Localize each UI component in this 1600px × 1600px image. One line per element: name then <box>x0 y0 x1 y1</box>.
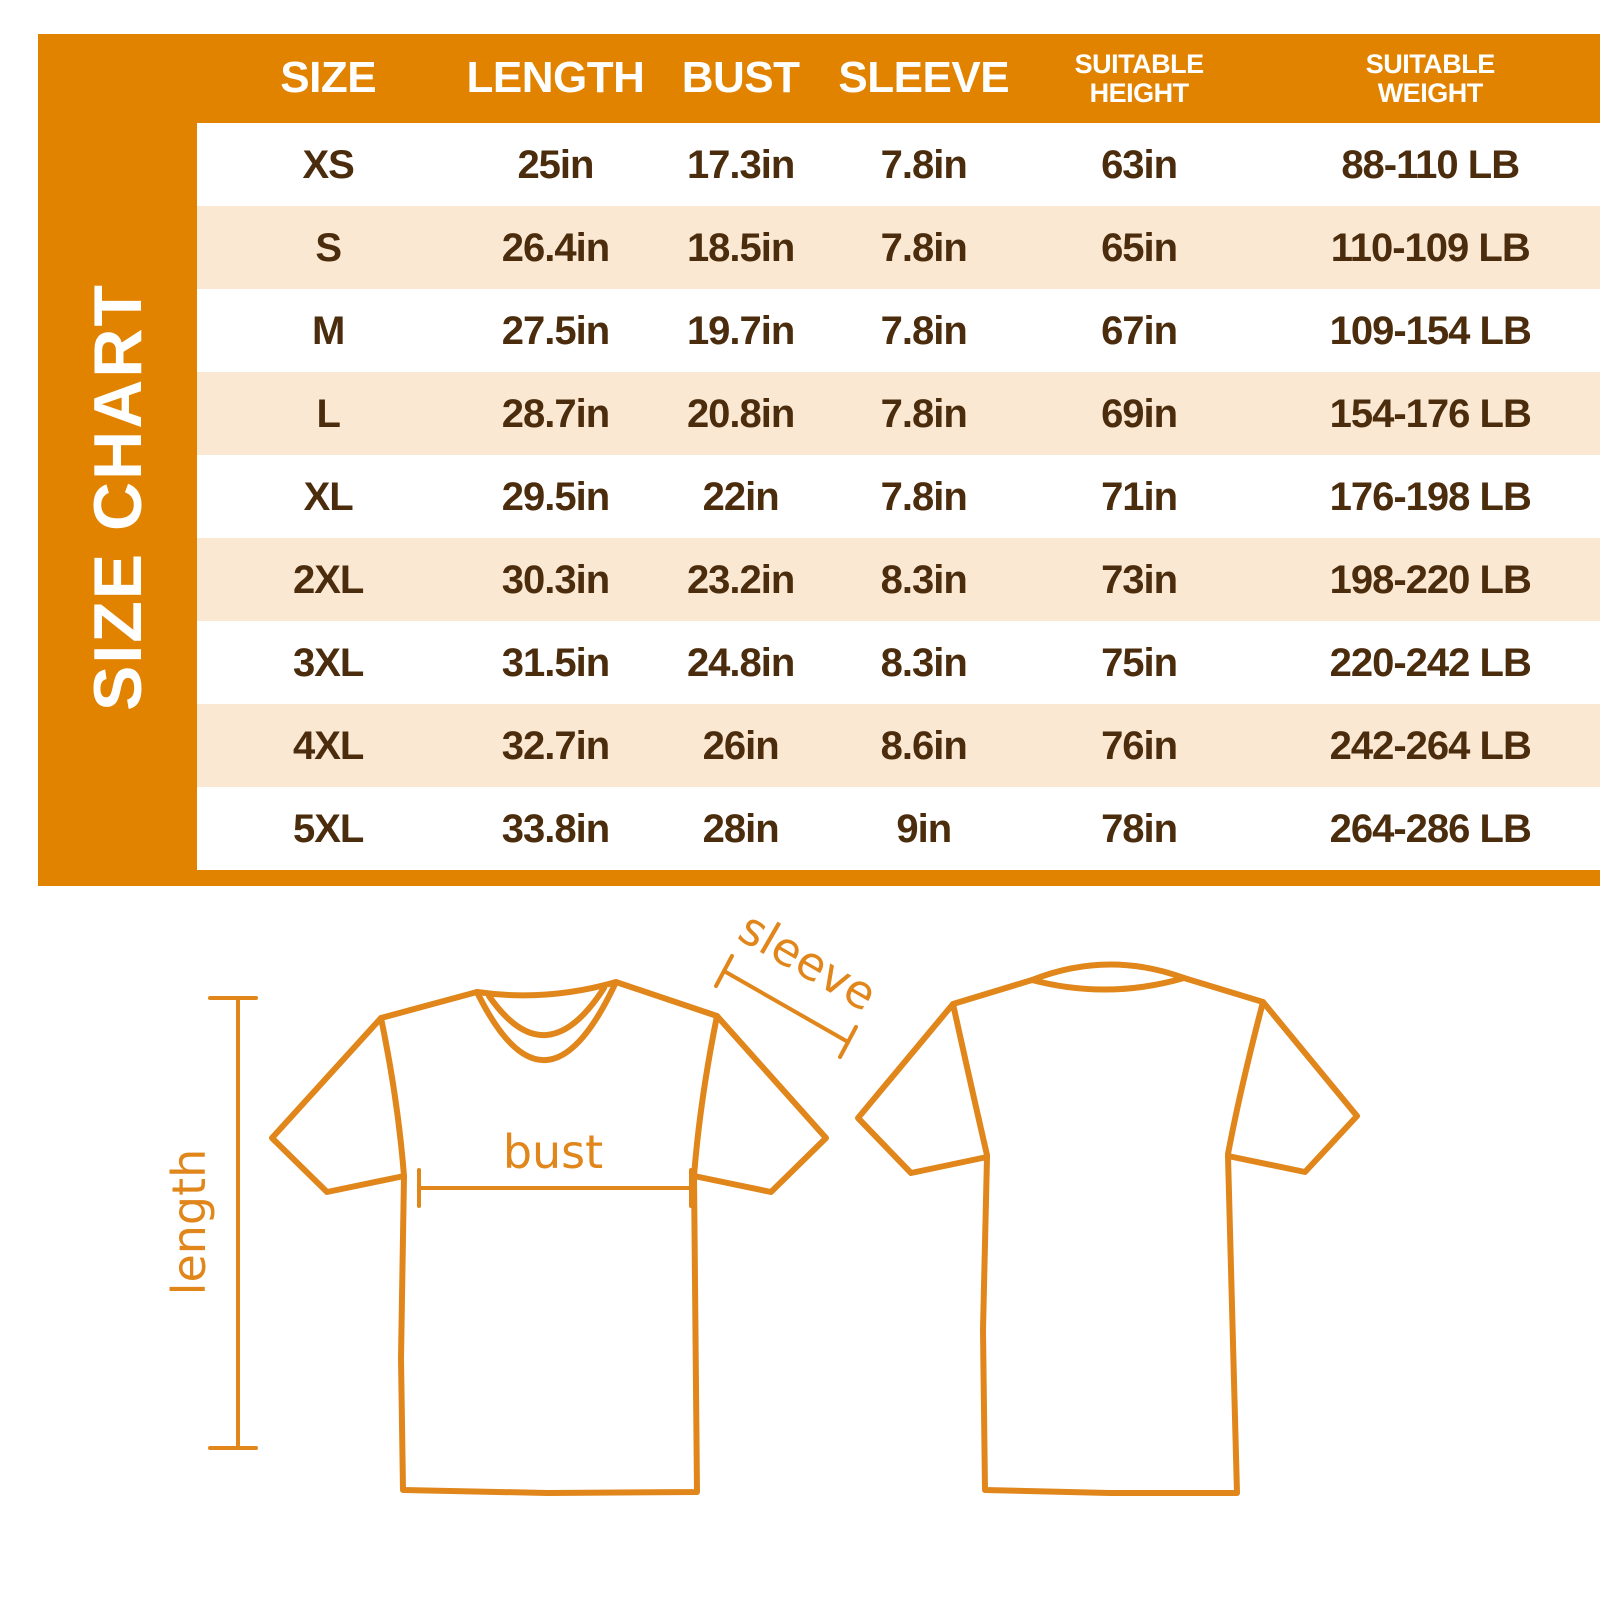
table-row <box>197 206 1600 289</box>
cell-weight: 154-176 LB <box>1329 391 1531 436</box>
back-collar-top-edge <box>1032 964 1184 980</box>
table-rows <box>197 123 1600 870</box>
col-header-sleeve-label: SLEEVE <box>838 53 1010 103</box>
size-chart-panel <box>38 34 1600 886</box>
cell-height: 71in <box>1101 474 1178 519</box>
table-row <box>197 289 1600 372</box>
cell-size: 5XL <box>293 806 364 851</box>
col-header-bust-label: BUST <box>681 53 800 103</box>
table-row <box>197 787 1600 870</box>
cell-size: XL <box>303 474 353 519</box>
tshirt-front-outline <box>272 982 826 1493</box>
col-header-suitable-height-line2: HEIGHT <box>1089 77 1189 108</box>
cell-size: M <box>312 308 345 353</box>
cell-height: 78in <box>1101 806 1178 851</box>
cell-length: 27.5in <box>501 308 610 353</box>
cell-weight: 109-154 LB <box>1329 308 1531 353</box>
cell-sleeve: 8.3in <box>880 557 967 602</box>
cell-bust: 28in <box>702 806 779 851</box>
col-header-sleeve <box>830 34 1018 123</box>
table-row <box>197 123 1600 206</box>
cell-bust: 24.8in <box>686 640 795 685</box>
cell-weight: 198-220 LB <box>1329 557 1531 602</box>
cell-bust: 23.2in <box>686 557 795 602</box>
tshirt-measurement-diagram <box>0 900 1600 1600</box>
cell-sleeve: 7.8in <box>880 225 967 270</box>
cell-length: 31.5in <box>501 640 610 685</box>
cell-sleeve: 8.3in <box>880 640 967 685</box>
bust-label: bust <box>502 1125 604 1179</box>
col-header-suitable-height <box>1018 34 1261 123</box>
cell-sleeve: 8.6in <box>880 723 967 768</box>
col-header-suitable-weight <box>1260 34 1600 123</box>
cell-length: 29.5in <box>501 474 610 519</box>
cell-length: 30.3in <box>501 557 610 602</box>
cell-sleeve: 7.8in <box>880 308 967 353</box>
col-header-size-label: SIZE <box>280 53 377 103</box>
cell-size: 3XL <box>293 640 364 685</box>
col-header-length-label: LENGTH <box>466 53 645 103</box>
table-row <box>197 538 1600 621</box>
cell-weight: 264-286 LB <box>1329 806 1531 851</box>
table-row <box>197 704 1600 787</box>
cell-length: 32.7in <box>501 723 610 768</box>
cell-size: 2XL <box>293 557 364 602</box>
cell-sleeve: 7.8in <box>880 474 967 519</box>
cell-sleeve: 9in <box>896 806 952 851</box>
cell-sleeve: 7.8in <box>880 142 967 187</box>
cell-height: 63in <box>1101 142 1178 187</box>
table-row <box>197 455 1600 538</box>
table-row <box>197 621 1600 704</box>
cell-height: 65in <box>1101 225 1178 270</box>
front-collar-top-edge <box>477 982 616 995</box>
table-header-row <box>197 34 1600 123</box>
cell-size: L <box>316 391 340 436</box>
cell-weight: 242-264 LB <box>1329 723 1531 768</box>
col-header-bust <box>652 34 830 123</box>
cell-length: 25in <box>517 142 594 187</box>
table-row <box>197 372 1600 455</box>
cell-weight: 88-110 LB <box>1341 142 1520 187</box>
cell-length: 26.4in <box>501 225 610 270</box>
cell-bust: 18.5in <box>686 225 795 270</box>
cell-length: 33.8in <box>501 806 610 851</box>
page-title: SIZE CHART <box>79 282 156 711</box>
cell-bust: 22in <box>702 474 779 519</box>
cell-length: 28.7in <box>501 391 610 436</box>
cell-height: 67in <box>1101 308 1178 353</box>
cell-height: 76in <box>1101 723 1178 768</box>
sleeve-measure <box>716 901 886 1057</box>
cell-weight: 110-109 LB <box>1330 225 1530 270</box>
cell-size: S <box>315 225 342 270</box>
length-label: length <box>162 1148 216 1296</box>
cell-height: 73in <box>1101 557 1178 602</box>
cell-weight: 176-198 LB <box>1329 474 1531 519</box>
col-header-suitable-weight-line2: WEIGHT <box>1377 77 1483 108</box>
sidebar <box>38 123 197 870</box>
cell-bust: 26in <box>702 723 779 768</box>
length-measure <box>162 998 256 1448</box>
cell-weight: 220-242 LB <box>1329 640 1531 685</box>
cell-size: 4XL <box>293 723 364 768</box>
cell-bust: 19.7in <box>686 308 795 353</box>
cell-height: 69in <box>1101 391 1178 436</box>
cell-bust: 17.3in <box>686 142 795 187</box>
cell-height: 75in <box>1101 640 1178 685</box>
sleeve-label: sleeve <box>730 900 886 1022</box>
cell-bust: 20.8in <box>686 391 795 436</box>
col-header-length <box>459 34 651 123</box>
tshirt-back-outline <box>858 964 1357 1493</box>
cell-sleeve: 7.8in <box>880 391 967 436</box>
col-header-size <box>197 34 459 123</box>
col-header-suitable-weight-line1: SUITABLE <box>1365 49 1495 80</box>
col-header-suitable-height-line1: SUITABLE <box>1074 49 1204 80</box>
cell-size: XS <box>302 142 354 187</box>
